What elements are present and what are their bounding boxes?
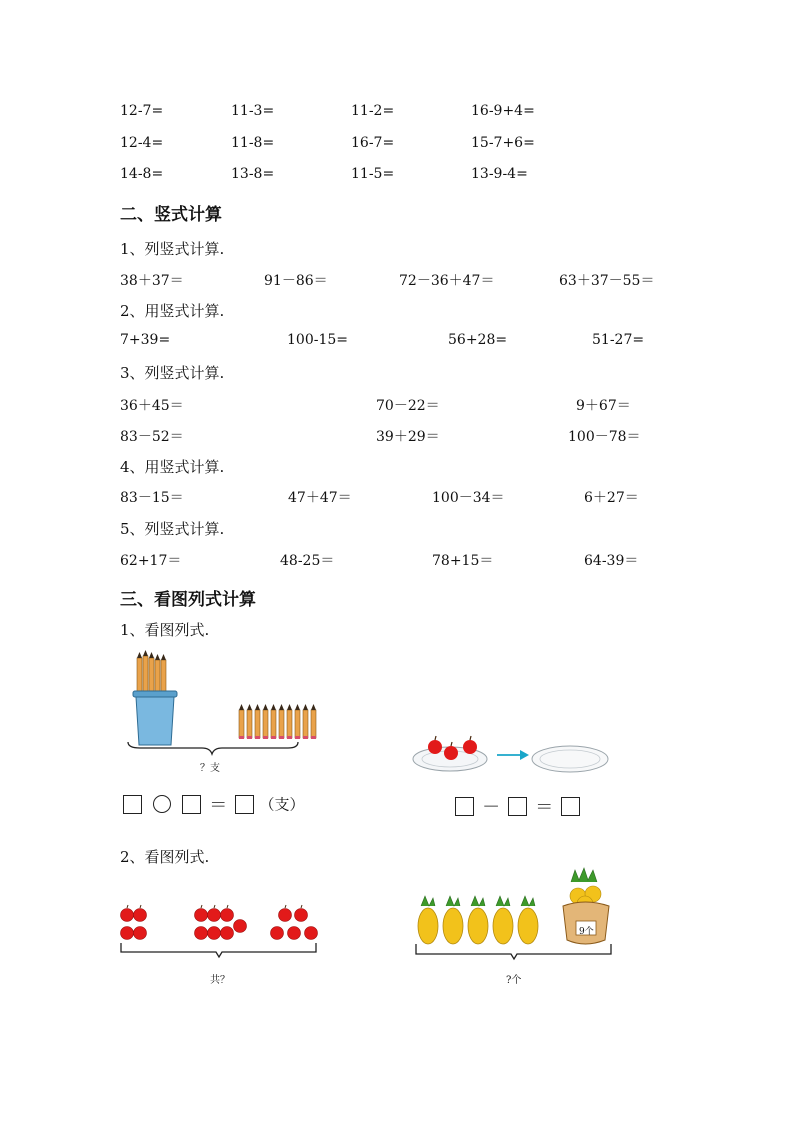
apple-icon — [428, 736, 442, 754]
equation: 63＋37－55＝ — [559, 273, 655, 289]
answer-box[interactable] — [455, 797, 474, 816]
apples-group-illustration — [118, 900, 323, 960]
operator-circle[interactable] — [153, 795, 171, 813]
equation: 100－34＝ — [432, 490, 505, 506]
equation: 48-25＝ — [280, 553, 335, 569]
equation: 13-8= — [231, 166, 275, 182]
answer-formula-right — [455, 793, 580, 819]
equation: 100-15= — [287, 332, 348, 348]
equation: 9＋67＝ — [576, 398, 631, 414]
pineapples-basket-illustration — [413, 866, 615, 962]
equation: 70－22＝ — [376, 398, 440, 414]
equation: 39＋29＝ — [376, 429, 440, 445]
equation: 78+15＝ — [432, 553, 494, 569]
equation: 12-4= — [120, 135, 164, 151]
equation: 16-9+4= — [471, 103, 535, 119]
equation: 6＋27＝ — [584, 490, 639, 506]
equation: 36＋45＝ — [120, 398, 184, 414]
question-title: 5、列竖式计算. — [120, 520, 225, 538]
loose-pencils — [239, 704, 316, 739]
question-title: 3、列竖式计算. — [120, 364, 225, 382]
equation: 38＋37＝ — [120, 273, 184, 289]
equation: 15-7+6= — [471, 135, 535, 151]
basket-label: 9个 — [579, 927, 594, 937]
question-title: 2、看图列式. — [120, 848, 210, 866]
equation: 47＋47＝ — [288, 490, 352, 506]
answer-box[interactable] — [235, 795, 254, 814]
equation: 13-9-4= — [471, 166, 528, 182]
apple-plates-illustration — [413, 733, 613, 778]
pineapple-icon — [518, 896, 538, 944]
arrow-right-icon — [497, 750, 529, 760]
minus-sign: － — [482, 797, 501, 818]
question-title: 4、用竖式计算. — [120, 458, 225, 476]
equation: 83－15＝ — [120, 490, 184, 506]
equation: 11-8= — [231, 135, 275, 151]
equation: 11-3= — [231, 103, 275, 119]
brace-caption: ?个 — [506, 975, 522, 986]
cup — [133, 691, 177, 745]
equation: 64-39＝ — [584, 553, 639, 569]
question-title: 2、用竖式计算. — [120, 302, 225, 320]
apple-icon — [463, 736, 477, 754]
answer-box[interactable] — [508, 797, 527, 816]
equals-sign: ＝ — [535, 797, 554, 818]
answer-box[interactable] — [123, 795, 142, 814]
equation: 56+28= — [448, 332, 508, 348]
pineapple-icon — [468, 896, 488, 944]
equation: 7+39= — [120, 332, 171, 348]
equation: 83－52＝ — [120, 429, 184, 445]
unit-label: （支） — [259, 795, 305, 814]
brace-caption: 共？ — [210, 975, 230, 986]
answer-box[interactable] — [561, 797, 580, 816]
section-heading: 三、看图列式计算 — [120, 590, 256, 610]
brace-caption: ？支 — [200, 763, 220, 774]
equation: 12-7= — [120, 103, 164, 119]
apple-icon — [444, 742, 458, 760]
equation: 72－36＋47＝ — [399, 273, 495, 289]
brace — [416, 944, 611, 959]
question-title: 1、列竖式计算. — [120, 240, 225, 258]
pencil-cup-illustration — [120, 650, 330, 755]
question-title: 1、看图列式. — [120, 621, 210, 639]
equation: 51-27= — [592, 332, 645, 348]
answer-formula-left — [123, 791, 304, 817]
brace — [121, 943, 316, 957]
equals-sign: ＝ — [209, 795, 228, 816]
equation: 62+17＝ — [120, 553, 182, 569]
equation: 100－78＝ — [568, 429, 641, 445]
pineapple-icon — [443, 896, 463, 944]
equation: 14-8= — [120, 166, 164, 182]
answer-box[interactable] — [182, 795, 201, 814]
pineapple-icon — [418, 896, 438, 944]
equation: 11-2= — [351, 103, 395, 119]
equation: 11-5= — [351, 166, 395, 182]
section-heading: 二、竖式计算 — [120, 205, 222, 225]
equation: 16-7= — [351, 135, 395, 151]
equation: 91－86＝ — [264, 273, 328, 289]
pineapple-icon — [493, 896, 513, 944]
